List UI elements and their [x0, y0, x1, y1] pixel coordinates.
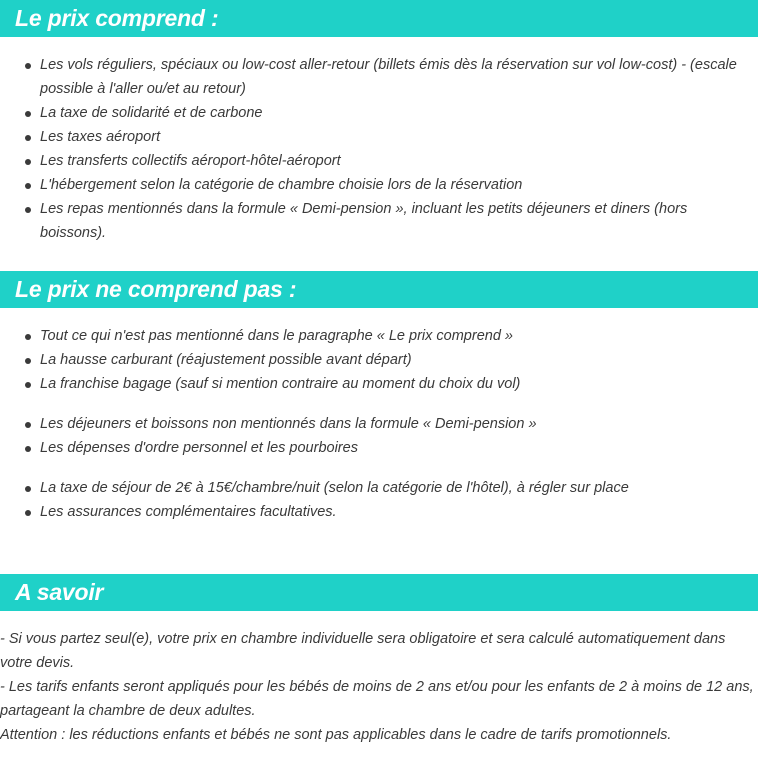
list-item: Les transferts collectifs aéroport-hôtel-aéroport — [0, 149, 740, 173]
bullet-icon — [25, 111, 31, 117]
bullet-icon — [25, 334, 31, 340]
list-item: La franchise bagage (sauf si mention contraire au moment du choix du vol) — [0, 372, 740, 396]
list-item: La taxe de séjour de 2€ à 15€/chambre/nuit (selon la catégorie de l'hôtel), à régler sur place — [0, 476, 740, 500]
info-line: - Si vous partez seul(e), votre prix en chambre individuelle sera obligatoire et sera calculé automatiquement dans votre devis. — [0, 631, 726, 671]
info-line: - Les tarifs enfants seront appliqués pour les bébés de moins de 2 ans et/ou pour les enfants de 2 à moins de 12 ans, partageant la chambre de deux adultes. — [0, 679, 754, 719]
info-line: Attention : les réductions enfants et bébés ne sont pas applicables dans le cadre de tarifs promotionnels. — [0, 727, 672, 743]
list-item: L'hébergement selon la catégorie de chambre choisie lors de la réservation — [0, 173, 740, 197]
list-item: Les vols réguliers, spéciaux ou low-cost aller-retour (billets émis dès la réservation sur vol low-cost) - (escale possible à l'aller ou/et au retour) — [0, 53, 740, 101]
list-item: Les déjeuners et boissons non mentionnés dans la formule « Demi-pension » — [0, 412, 740, 436]
bullet-icon — [25, 422, 31, 428]
includes-list — [0, 53, 740, 245]
bullet-icon — [25, 446, 31, 452]
list-item: La taxe de solidarité et de carbone — [0, 101, 740, 125]
bullet-icon — [25, 382, 31, 388]
info-text — [0, 627, 756, 747]
list-item: Les dépenses d'ordre personnel et les pourboires — [0, 436, 740, 460]
section-heading-excludes: Le prix ne comprend pas : — [0, 271, 758, 308]
bullet-icon — [25, 207, 31, 213]
list-item: Les taxes aéroport — [0, 125, 740, 149]
section-heading-includes: Le prix comprend : — [0, 0, 758, 37]
bullet-icon — [25, 358, 31, 364]
list-item: Tout ce qui n'est pas mentionné dans le paragraphe « Le prix comprend » — [0, 324, 740, 348]
list-item: Les assurances complémentaires facultatives. — [0, 500, 740, 524]
bullet-icon — [25, 183, 31, 189]
bullet-icon — [25, 159, 31, 165]
bullet-icon — [25, 63, 31, 69]
section-heading-info: A savoir — [0, 574, 758, 611]
list-item: Les repas mentionnés dans la formule « Demi-pension », incluant les petits déjeuners et diners (hors boissons). — [0, 197, 740, 245]
bullet-icon — [25, 486, 31, 492]
list-item: La hausse carburant (réajustement possible avant départ) — [0, 348, 740, 372]
excludes-list — [0, 324, 740, 524]
bullet-icon — [25, 135, 31, 141]
bullet-icon — [25, 510, 31, 516]
